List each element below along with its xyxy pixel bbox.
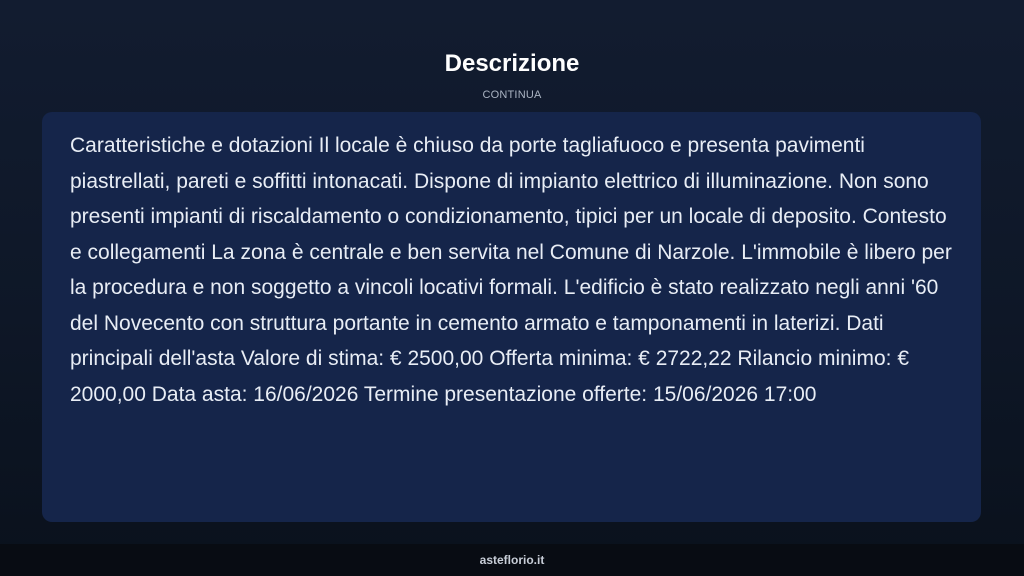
footer-bar: [0, 544, 1024, 576]
description-text: Caratteristiche e dotazioni Il locale è chiuso da porte tagliafuoco e presenta pavimenti piastrellati, pareti e soffitti intonacati. Dispone di impianto elettrico di illuminazione. Non sono presenti impianti di riscaldamento o condizionamento, tipici per un locale di deposito. Contesto e collegamenti La zona è centrale e ben servita nel Comune di Narzole. L'immobile è libero per la procedura e non soggetto a vincoli locativi formali. L'edificio è stato realizzato negli anni '60 del Novecento con struttura portante in cemento armato e tamponamenti in laterizi. Dati principali dell'asta Valore di stima: € 2500,00 Offerta minima: € 2722,22 Rilancio minimo: € 2000,00 Data asta: 16/06/2026 Termine presentazione offerte: 15/06/2026 17:00: [70, 134, 952, 406]
page-subtitle: CONTINUA: [482, 89, 542, 101]
footer-site-label: asteflorio.it: [479, 553, 545, 567]
page-header: [0, 48, 1024, 102]
page-title: Descrizione: [444, 50, 580, 77]
description-card: [42, 112, 981, 522]
